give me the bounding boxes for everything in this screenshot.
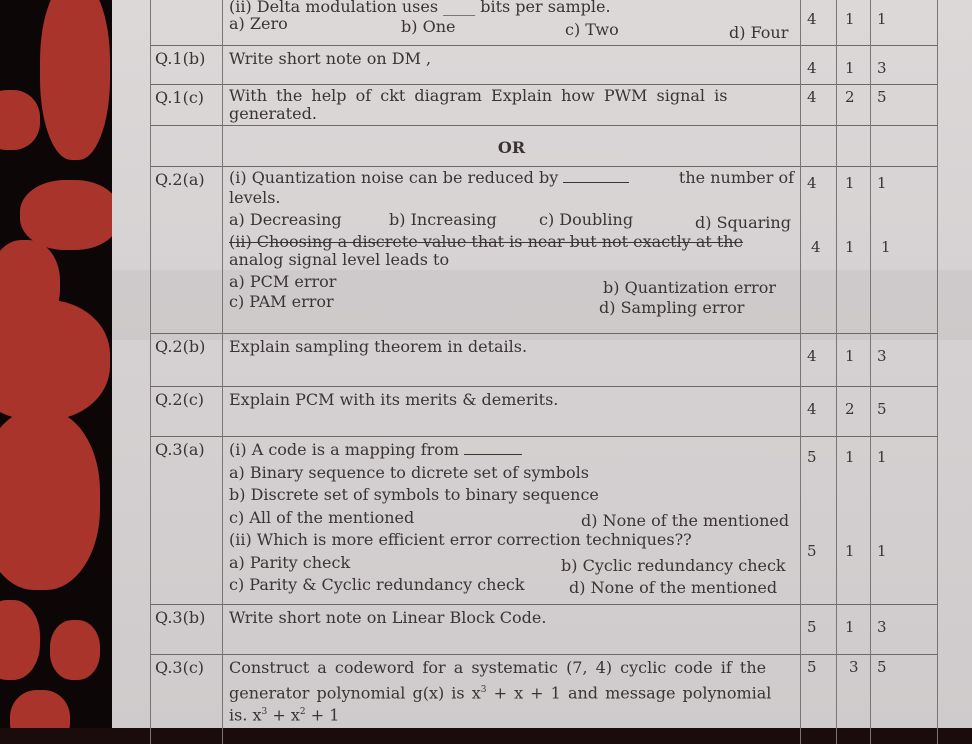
table-row-q2a xyxy=(150,166,938,334)
option-c: c) Doubling xyxy=(539,210,634,229)
question-text: (i) Quantization noise can be reduced by xyxy=(229,168,559,187)
option-d: d) Squaring xyxy=(695,213,791,232)
options-line xyxy=(229,13,794,42)
marks-cell xyxy=(870,125,938,166)
marks-cell xyxy=(870,436,938,604)
options-line xyxy=(229,272,794,297)
question-cell: Write short note on Linear Block Code. xyxy=(222,604,800,654)
question-text: levels. xyxy=(229,188,281,207)
qno-cell: Q.3(c) xyxy=(150,654,222,744)
question-part-ii: (ii) Choosing a discrete value that is near but not exactly at the xyxy=(229,232,744,251)
fabric-pattern xyxy=(0,410,100,590)
fabric-pattern xyxy=(10,690,70,728)
co-cell: 5 xyxy=(800,654,836,744)
option-a: a) Zero xyxy=(229,14,288,33)
exponent: 3 xyxy=(261,707,268,717)
question-text: generator polynomial g(x) is x xyxy=(229,683,481,703)
question-text: + 1 xyxy=(310,705,340,725)
option-b: b) Cyclic redundancy check xyxy=(561,555,786,575)
co-value: 5 xyxy=(807,448,817,466)
qno-cell: Q.2(c) xyxy=(150,386,222,436)
question-text: + x + 1 and message polynomial xyxy=(493,683,772,703)
exponent: 2 xyxy=(299,707,306,717)
bl-cell xyxy=(836,166,870,333)
bl-value: 1 xyxy=(845,174,855,192)
question-cell: Write short note on DM , xyxy=(222,45,800,84)
question-text: is. x xyxy=(229,705,262,725)
question-cell: Explain sampling theorem in details. xyxy=(222,333,800,386)
background-fabric xyxy=(0,0,120,728)
question-cell xyxy=(222,84,800,125)
question-text: + x xyxy=(272,705,300,725)
co-value: 4 xyxy=(807,174,817,192)
question-cell xyxy=(222,0,800,45)
marks-cell: 5 xyxy=(870,654,938,744)
bl-cell: 1 xyxy=(836,604,870,654)
question-part-i xyxy=(229,439,794,462)
qno-cell: Q.2(b) xyxy=(150,333,222,386)
table-row-or xyxy=(150,125,938,167)
co-cell: 4 xyxy=(800,333,836,386)
qno-cell: Q.1(c) xyxy=(150,84,222,125)
bl-value: 1 xyxy=(845,448,855,466)
marks-cell: 1 xyxy=(870,0,938,45)
bl-cell: 1 xyxy=(836,0,870,45)
option-c: c) PAM error xyxy=(229,292,334,311)
bl-cell: 3 xyxy=(836,654,870,744)
bl-value: 1 xyxy=(845,238,855,256)
marks-cell: 3 xyxy=(870,604,938,654)
option-b: b) Increasing xyxy=(389,210,497,229)
bl-cell: 2 xyxy=(836,386,870,436)
qno-cell: Q.2(a) xyxy=(150,166,222,333)
co-cell: 4 xyxy=(800,0,836,45)
option-a: a) Parity check xyxy=(229,552,351,572)
co-cell: 4 xyxy=(800,84,836,125)
answer-blank xyxy=(464,454,522,455)
co-cell: 4 xyxy=(800,45,836,84)
qno-cell: Q.3(b) xyxy=(150,604,222,654)
marks-value: 1 xyxy=(877,542,887,560)
question-cell xyxy=(222,654,800,744)
question-text: the number of xyxy=(678,168,794,187)
question-text-line3 xyxy=(229,701,794,723)
bl-value: 1 xyxy=(845,542,855,560)
options-line xyxy=(229,507,794,530)
option-d: d) Sampling error xyxy=(599,298,745,317)
marks-value: 1 xyxy=(877,448,887,466)
option-a: a) PCM error xyxy=(229,272,337,291)
co-value: 4 xyxy=(811,238,821,256)
options-line xyxy=(229,210,794,230)
marks-cell: 5 xyxy=(870,386,938,436)
co-cell xyxy=(800,125,836,166)
question-text-line2 xyxy=(229,679,794,701)
qno-cell xyxy=(150,125,222,166)
bl-cell: 1 xyxy=(836,333,870,386)
table-row-q2b xyxy=(150,333,938,387)
co-cell: 5 xyxy=(800,604,836,654)
marks-value: 1 xyxy=(877,174,887,192)
option-c: c) Parity & Cyclic redundancy check xyxy=(229,575,525,594)
fabric-pattern xyxy=(0,90,40,150)
table-row-q1a xyxy=(150,0,938,46)
question-text-line1: With the help of ckt diagram Explain how PWM signal is xyxy=(229,86,728,105)
qno-cell: Q.3(a) xyxy=(150,436,222,604)
co-cell: 4 xyxy=(800,386,836,436)
bl-cell: 1 xyxy=(836,45,870,84)
exponent: 3 xyxy=(480,685,487,695)
options-line xyxy=(229,574,794,597)
question-cell xyxy=(222,166,800,333)
table-row-q2c xyxy=(150,386,938,437)
question-text: (i) A code is a mapping from xyxy=(229,440,460,459)
question-text: analog signal level leads to xyxy=(229,250,450,269)
option-c: c) Two xyxy=(565,20,619,39)
option-d: d) None of the mentioned xyxy=(569,578,778,597)
option-b: b) Quantization error xyxy=(603,278,776,297)
options-line xyxy=(229,552,794,575)
answer-blank xyxy=(563,182,629,183)
fabric-pattern xyxy=(40,0,110,160)
question-cell xyxy=(222,436,800,604)
bl-cell xyxy=(836,125,870,166)
qno-cell xyxy=(150,0,222,45)
question-text-line2: generated. xyxy=(229,104,317,123)
co-cell xyxy=(800,166,836,333)
question-part-ii: (ii) Which is more efficient error correction techniques?? xyxy=(229,530,692,549)
table-row-q3b xyxy=(150,604,938,655)
question-cell: Explain PCM with its merits & demerits. xyxy=(222,386,800,436)
fabric-pattern xyxy=(50,620,100,680)
marks-value: 1 xyxy=(881,238,891,256)
table-row-q3c xyxy=(150,654,938,744)
qno-cell: Q.1(b) xyxy=(150,45,222,84)
fabric-pattern xyxy=(0,600,40,680)
option-d: d) Four xyxy=(729,23,789,42)
option-b: b) Discrete set of symbols to binary sequence xyxy=(229,485,599,504)
fabric-pattern xyxy=(0,300,110,420)
option-b: b) One xyxy=(401,17,456,36)
question-text: (ii) Delta modulation uses ____ bits per sample. xyxy=(229,0,611,16)
co-cell xyxy=(800,436,836,604)
option-a: a) Binary sequence to dicrete set of symbols xyxy=(229,462,589,482)
table-row-q1c xyxy=(150,84,938,126)
question-part-i xyxy=(229,168,794,188)
table-row-q3a xyxy=(150,436,938,605)
option-d: d) None of the mentioned xyxy=(581,510,790,530)
marks-cell: 3 xyxy=(870,45,938,84)
co-value: 5 xyxy=(807,542,817,560)
table-row-q1b xyxy=(150,45,938,85)
options-line xyxy=(229,292,794,317)
fabric-pattern xyxy=(20,180,120,250)
marks-cell: 3 xyxy=(870,333,938,386)
option-a: a) Decreasing xyxy=(229,210,342,229)
or-separator: OR xyxy=(222,125,800,166)
marks-cell: 5 xyxy=(870,84,938,125)
bl-cell xyxy=(836,436,870,604)
option-c: c) All of the mentioned xyxy=(229,507,415,527)
bl-cell: 2 xyxy=(836,84,870,125)
marks-cell xyxy=(870,166,938,333)
question-text-line1: Construct a codeword for a systematic (7, 4) cyclic code if the xyxy=(229,658,767,677)
